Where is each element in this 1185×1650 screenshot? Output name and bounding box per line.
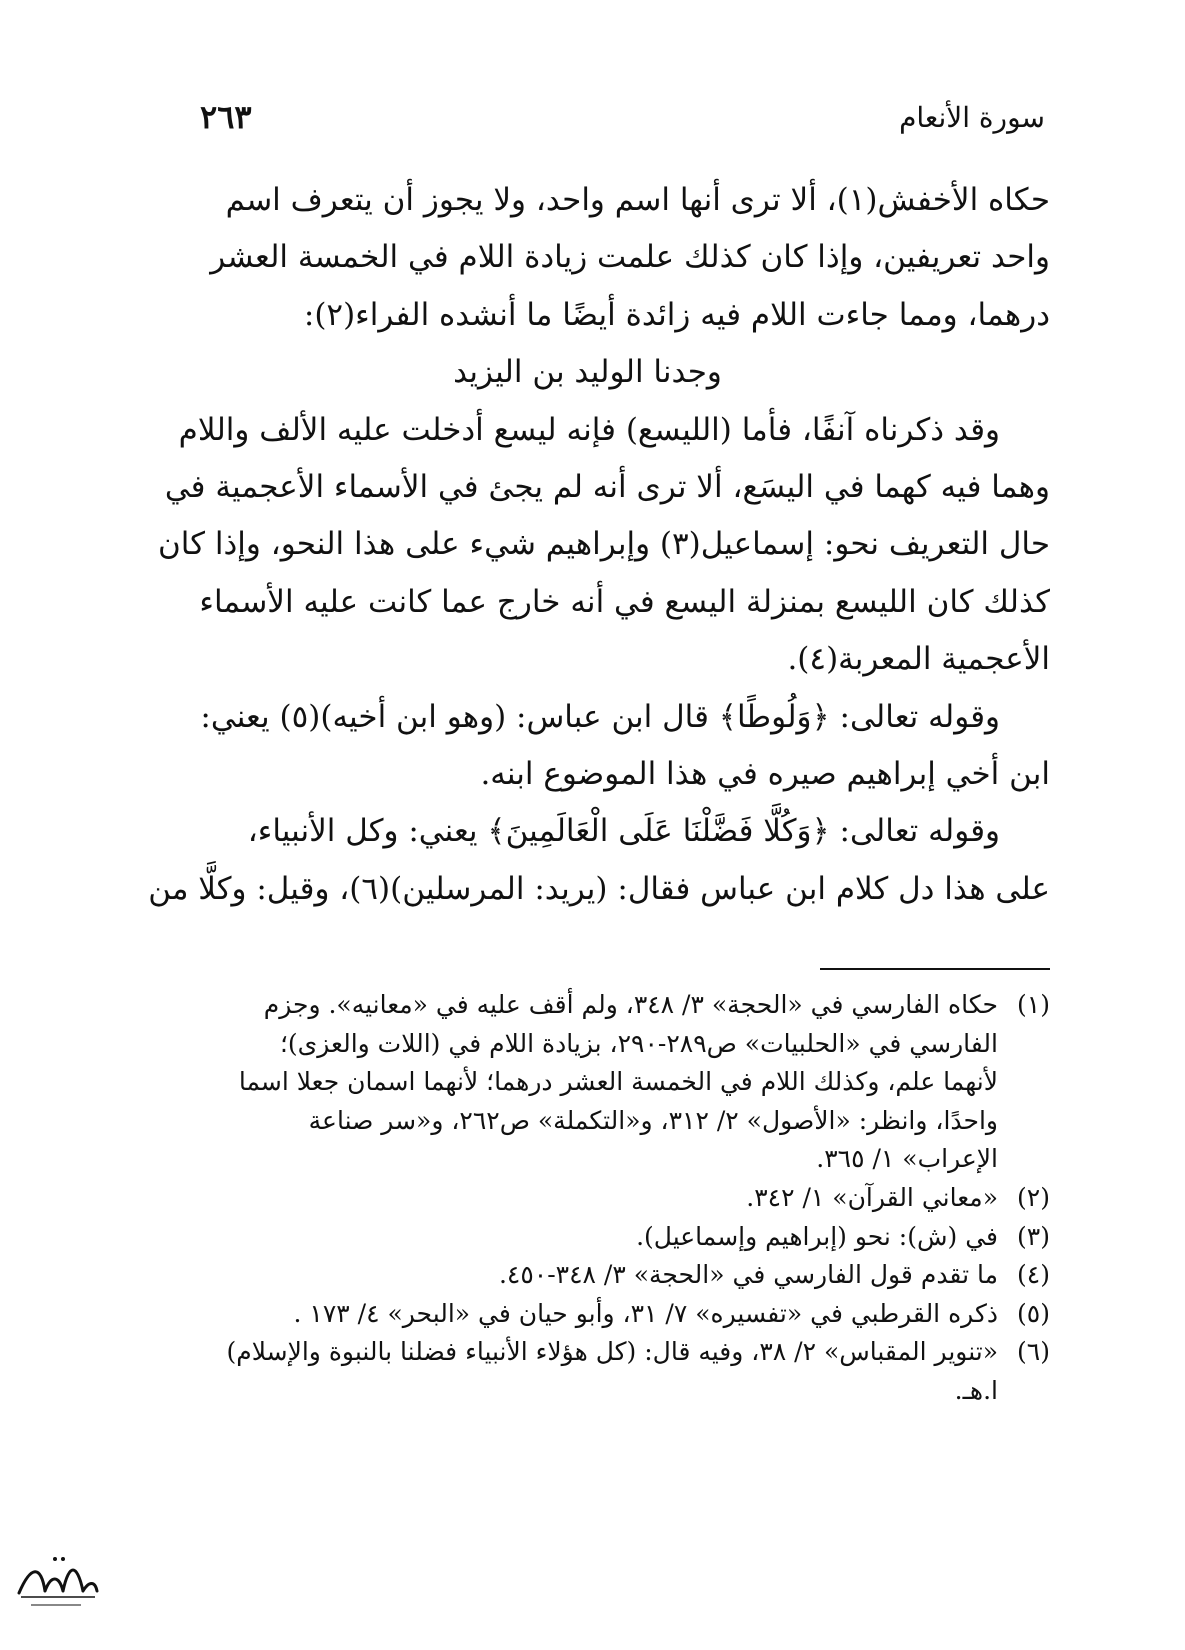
calligraphy-logo-icon xyxy=(11,1545,101,1615)
footnote-text xyxy=(125,1256,998,1295)
text-line: على هذا دل كلام ابن عباس فقال: (يريد: المرسلين)(٦)، وقيل: وكلًّا من xyxy=(148,870,1050,907)
poetry-verse: وجدنا الوليد بن اليزيد xyxy=(453,354,722,391)
footnote xyxy=(125,986,1050,1179)
footnote-line: واحدًا، وانظر: «الأصول» ٢/ ٣١٢، و«التكملة» ص٢٦٢، و«سر صناعة xyxy=(308,1105,998,1135)
footnote xyxy=(125,1333,1050,1410)
footnote-line: لأنهما علم، وكذلك اللام في الخمسة العشر درهما؛ لأنهما اسمان جعلا اسما xyxy=(238,1067,998,1097)
text-line: وقد ذكرناه آنفًا، فأما (الليسع) فإنه ليسع أدخلت عليه الألف واللام xyxy=(178,411,1000,448)
footnote-text xyxy=(125,1218,998,1257)
text-line: وهما فيه كهما في اليسَع، ألا ترى أنه لم يجئ في الأسماء الأعجمية في xyxy=(164,468,1050,505)
footnote-line: «معاني القرآن» ١/ ٣٤٢. xyxy=(746,1182,998,1212)
footnotes xyxy=(125,986,1050,1411)
footnote-divider xyxy=(820,968,1050,970)
footnote-line: «تنوير المقباس» ٢/ ٣٨، وفيه قال: (كل هؤلاء الأنبياء فضلنا بالنبوة والإسلام) xyxy=(226,1337,998,1367)
footnote-number: (٢) xyxy=(1017,1182,1050,1212)
footnote-line: ذكره القرطبي في «تفسيره» ٧/ ٣١، وأبو حيان في «البحر» ٤/ ١٧٣ . xyxy=(293,1298,998,1328)
publisher-logo xyxy=(8,1540,103,1620)
footnote-text xyxy=(125,1295,998,1334)
text-line: ابن أخي إبراهيم صيره في هذا الموضوع ابنه. xyxy=(480,755,1050,792)
footnote-line: الإعراب» ١/ ٣٦٥. xyxy=(816,1144,998,1174)
footnote-number: (٤) xyxy=(1017,1260,1050,1290)
page-header xyxy=(200,92,1045,142)
page-number: ٢٦٣ xyxy=(200,98,252,136)
footnote-text xyxy=(125,1179,998,1218)
footnote-line: ما تقدم قول الفارسي في «الحجة» ٣/ ٣٤٨-٤٥٠. xyxy=(498,1260,998,1290)
text-line: وقوله تعالى: ﴿وَلُوطًا﴾ قال ابن عباس: (وهو ابن أخيه)(٥) يعني: xyxy=(200,698,1000,735)
footnote-number: (١) xyxy=(1017,990,1050,1019)
footnote xyxy=(125,1295,1050,1334)
text-line: درهما، ومما جاءت اللام فيه زائدة أيضًا ما أنشده الفراء(٢): xyxy=(303,296,1050,333)
main-text xyxy=(125,172,1050,918)
footnote xyxy=(125,1179,1050,1218)
footnote xyxy=(125,1256,1050,1295)
footnote-text xyxy=(125,986,998,1179)
footnote-line: في (ش): نحو (إبراهيم وإسماعيل). xyxy=(636,1221,998,1251)
footnote-line: حكاه الفارسي في «الحجة» ٣/ ٣٤٨، ولم أقف عليه في «معانيه». وجزم xyxy=(263,990,998,1019)
footnote-line: ا.هـ. xyxy=(954,1375,998,1405)
text-line: كذلك كان الليسع بمنزلة اليسع في أنه خارج عما كانت عليه الأسماء xyxy=(199,583,1050,620)
footnote xyxy=(125,1218,1050,1257)
footnote-text xyxy=(125,1333,998,1410)
text-line: وقوله تعالى: ﴿وَكُلًّا فَضَّلْنَا عَلَى الْعَالَمِينَ﴾ يعني: وكل الأنبياء، xyxy=(247,813,1000,850)
text-line: حكاه الأخفش(١)، ألا ترى أنها اسم واحد، ولا يجوز أن يتعرف اسم xyxy=(225,182,1050,218)
footnote-number: (٥) xyxy=(1017,1298,1050,1328)
text-line: الأعجمية المعربة(٤). xyxy=(787,641,1050,678)
chapter-title: سورة الأنعام xyxy=(899,100,1045,134)
footnote-number: (٦) xyxy=(1017,1337,1050,1367)
text-line: حال التعريف نحو: إسماعيل(٣) وإبراهيم شيء على هذا النحو، وإذا كان xyxy=(158,526,1050,563)
footnote-number: (٣) xyxy=(1017,1221,1050,1251)
text-line: واحد تعريفين، وإذا كان كذلك علمت زيادة اللام في الخمسة العشر xyxy=(210,239,1050,276)
footnote-line: الفارسي في «الحلبيات» ص٢٨٩-٢٩٠، بزيادة اللام في (اللات والعزى)؛ xyxy=(279,1028,998,1058)
